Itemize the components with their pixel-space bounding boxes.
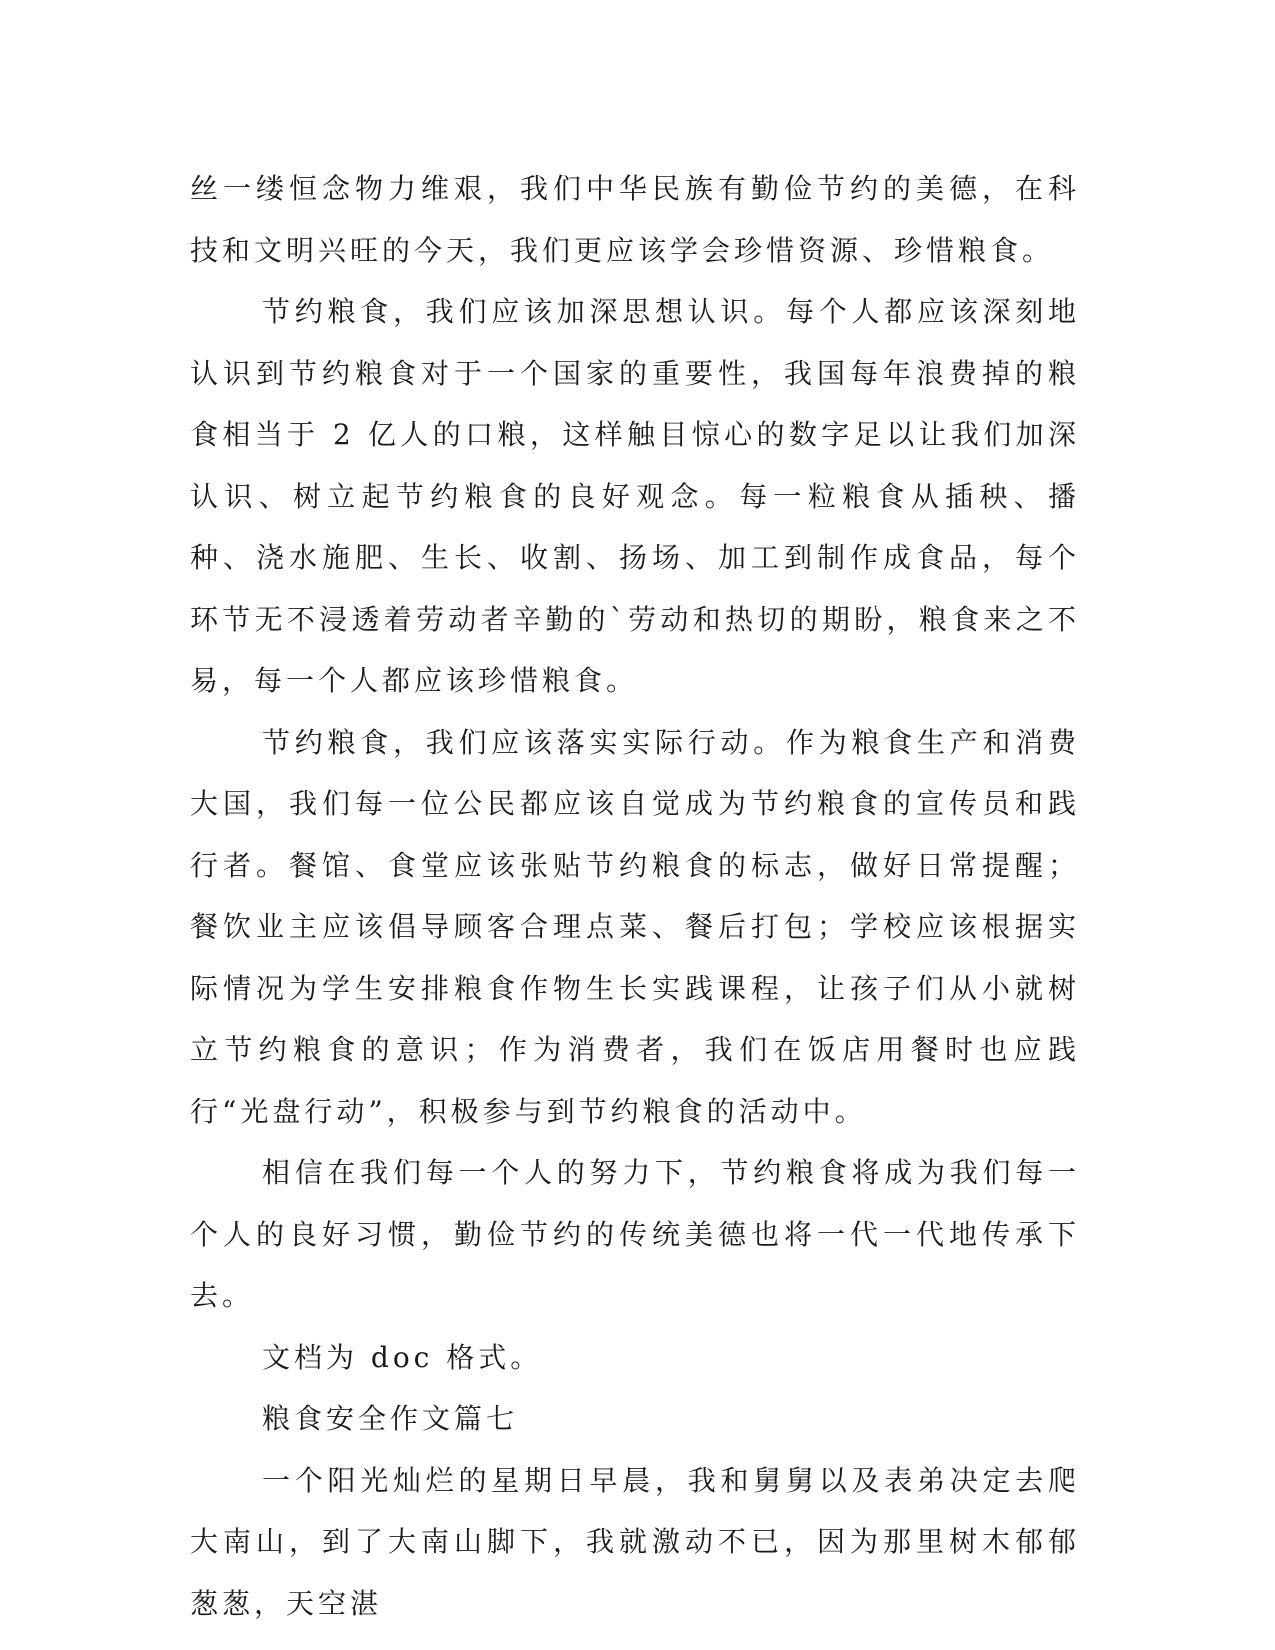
paragraph-3: 节约粮食，我们应该落实实际行动。作为粮食生产和消费大国，我们每一位公民都应该自觉成为节约粮食的宣传员和践行者。餐馆、食堂应该张贴节约粮食的标志，做好日常提醒；餐饮业主应该倡导顾客合理点菜、餐后打包；学校应该根据实际情况为学生安排粮食作物生长实践课程，让孩子们从小就树立节约粮食的意识；作为消费者，我们在饭店用餐时也应践行“光盘行动”，积极参与到节约粮食的活动中。: [190, 725, 1080, 1128]
paragraph-4: 相信在我们每一个人的努力下，节约粮食将成为我们每一个人的良好习惯，勤俭节约的传统美德也将一代一代地传承下去。: [190, 1156, 1080, 1312]
paragraph-5: 一个阳光灿烂的星期日早晨，我和舅舅以及表弟决定去爬大南山，到了大南山脚下，我就激动不已，因为那里树木郁郁葱葱，天空湛: [190, 1463, 1080, 1620]
paragraph-1: 丝一缕恒念物力维艰，我们中华民族有勤俭节约的美德，在科技和文明兴旺的今天，我们更应该学会珍惜资源、珍惜粮食。: [190, 172, 1080, 267]
document-body: [190, 158, 1080, 1634]
format-note: 文档为 doc 格式。: [262, 1340, 543, 1374]
section-heading: 粮食安全作文篇七: [262, 1402, 519, 1435]
paragraph-2: 节约粮食，我们应该加深思想认识。每个人都应该深刻地认识到节约粮食对于一个国家的重要性，我国每年浪费掉的粮食相当于 2 亿人的口粮，这样触目惊心的数字足以让我们加深认识、树立起节约粮食的良好观念。每一粒粮食从插秧、播种、浇水施肥、生长、收割、扬场、加工到制作成食品，每个环节无不浸透着劳动者辛勤的`劳动和热切的期盼，粮食来之不易，每一个人都应该珍惜粮食。: [190, 295, 1080, 697]
